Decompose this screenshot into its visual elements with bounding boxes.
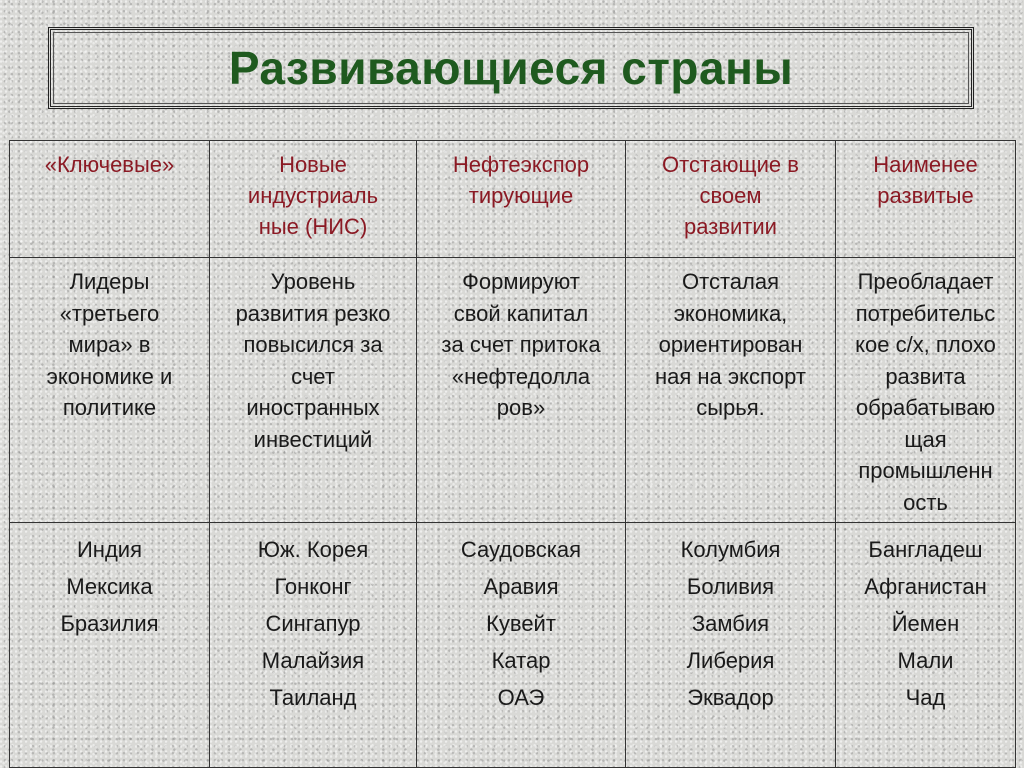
examples-key: Индия Мексика Бразилия bbox=[60, 537, 159, 636]
desc-least: Преобладает потребительс кое с/х, плохо развита обрабатываю щая промышленн ость bbox=[855, 269, 996, 515]
header-oil: Нефтеэкспор тирующие bbox=[452, 152, 590, 208]
page-title: Развивающиеся страны bbox=[228, 42, 794, 94]
desc-key: Лидеры «третьего мира» в экономике и политике bbox=[46, 269, 173, 420]
examples-cell-oil bbox=[417, 523, 626, 768]
examples-cell-least bbox=[836, 523, 1016, 768]
header-cell-key bbox=[10, 141, 210, 258]
countries-table bbox=[9, 140, 1016, 768]
desc-nic: Уровень развития резко повысился за счет иностранных инвестиций bbox=[235, 269, 391, 452]
header-cell-oil bbox=[417, 141, 626, 258]
examples-oil: Саудовская Аравия Кувейт Катар ОАЭ bbox=[460, 537, 582, 710]
header-key: «Ключевые» bbox=[44, 152, 175, 177]
desc-cell-key bbox=[10, 258, 210, 523]
desc-cell-oil bbox=[417, 258, 626, 523]
header-cell-lagging bbox=[626, 141, 836, 258]
desc-oil: Формируют свой капитал за счет притока «нефтедолла ров» bbox=[441, 269, 601, 420]
description-row bbox=[10, 258, 1016, 523]
examples-row bbox=[10, 523, 1016, 768]
desc-lagging: Отсталая экономика, ориентирован ная на экспорт сырья. bbox=[655, 269, 806, 420]
examples-cell-nic bbox=[210, 523, 417, 768]
desc-cell-nic bbox=[210, 258, 417, 523]
header-row bbox=[10, 141, 1016, 258]
header-lagging: Отстающие в своем развитии bbox=[662, 152, 799, 239]
header-least: Наименее развитые bbox=[873, 152, 978, 208]
header-cell-nic bbox=[210, 141, 417, 258]
header-nic: Новые индустриаль ные (НИС) bbox=[247, 152, 379, 239]
desc-cell-lagging bbox=[626, 258, 836, 523]
desc-cell-least bbox=[836, 258, 1016, 523]
examples-lagging: Колумбия Боливия Замбия Либерия Эквадор bbox=[680, 537, 781, 710]
title-frame bbox=[48, 27, 974, 109]
examples-cell-key bbox=[10, 523, 210, 768]
examples-cell-lagging bbox=[626, 523, 836, 768]
examples-nic: Юж. Корея Гонконг Сингапур Малайзия Таиланд bbox=[257, 537, 369, 710]
header-cell-least bbox=[836, 141, 1016, 258]
examples-least: Бангладеш Афганистан Йемен Мали Чад bbox=[864, 537, 987, 710]
